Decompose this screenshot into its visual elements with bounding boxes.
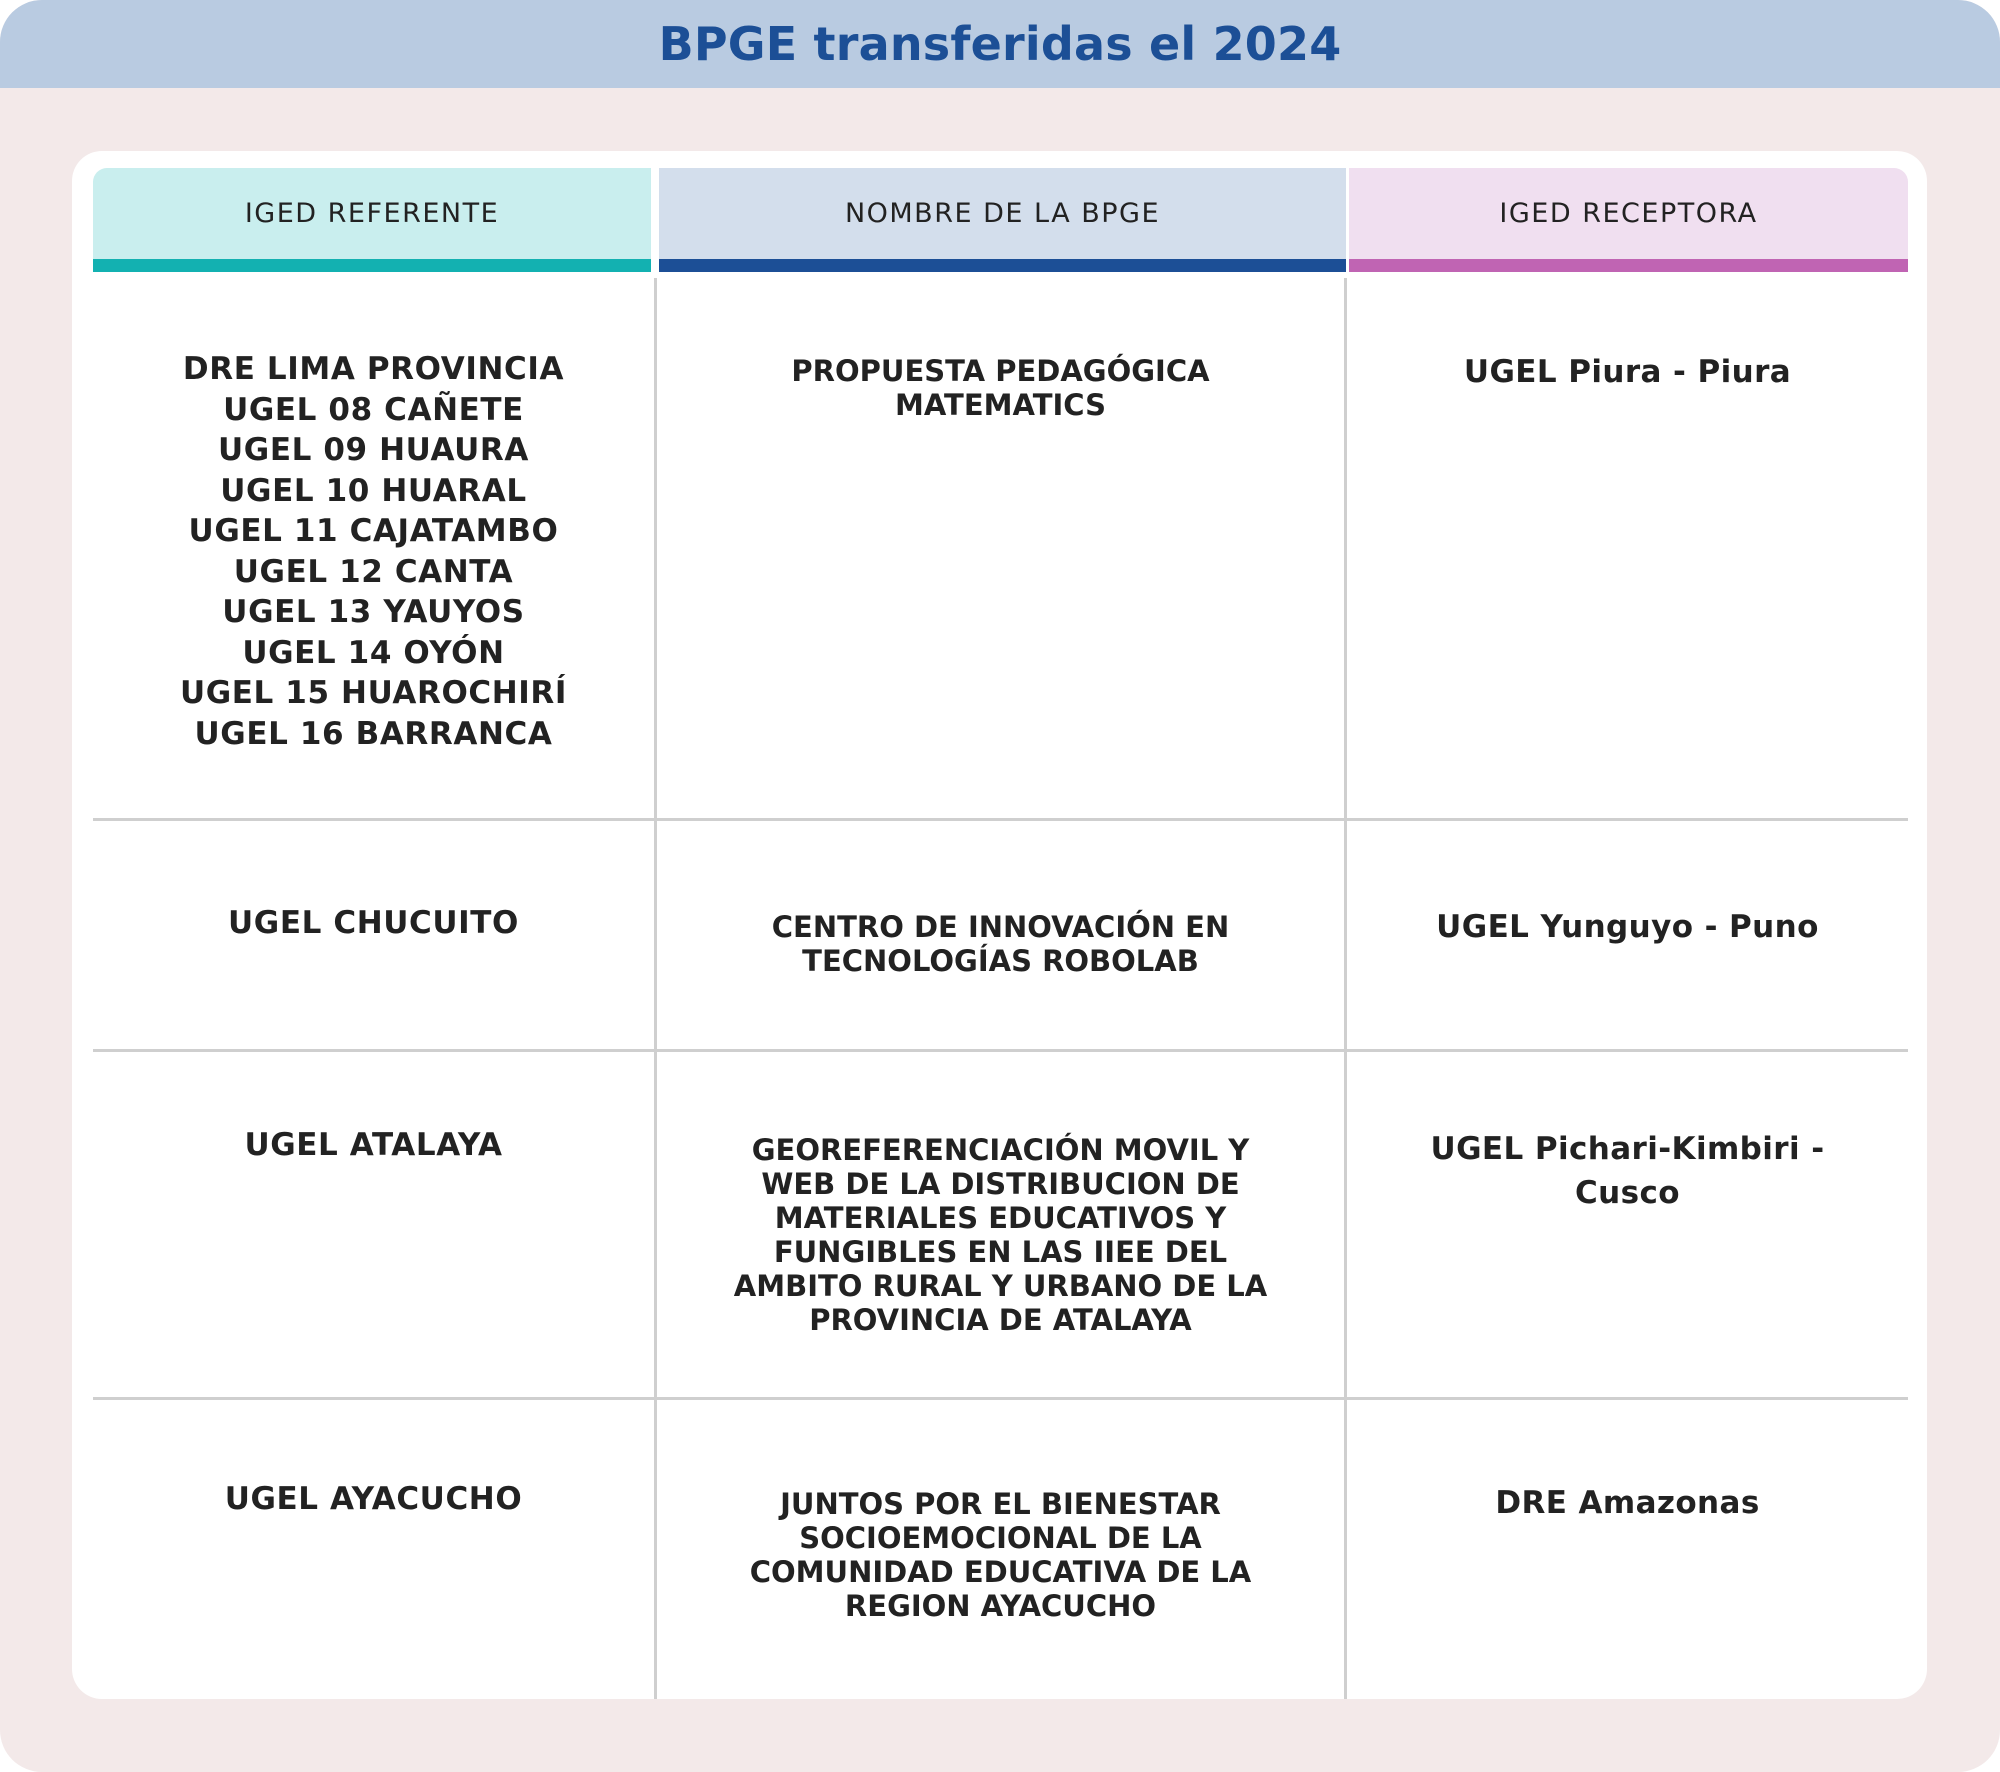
cell-line: DRE LIMA PROVINCIA — [182, 351, 565, 387]
page-title: BPGE transferidas el 2024 — [658, 17, 1342, 71]
cell-line: UGEL 11 CAJATAMBO — [188, 513, 559, 549]
cell-line: SOCIOEMOCIONAL DE LA — [799, 1521, 1202, 1555]
cell-line: CENTRO DE INNOVACIÓN EN — [771, 910, 1230, 944]
cell-line: FUNGIBLES EN LAS IIEE DEL — [773, 1235, 1228, 1269]
cell-line: COMUNIDAD EDUCATIVA DE LA — [749, 1555, 1252, 1589]
cell-line: GEOREFERENCIACIÓN MOVIL Y — [751, 1133, 1250, 1167]
cell-line: TECNOLOGÍAS ROBOLAB — [802, 944, 1199, 978]
cell-referente — [93, 349, 654, 754]
cell-line: JUNTOS POR EL BIENESTAR — [780, 1487, 1221, 1521]
cell-line: UGEL 13 YAUYOS — [222, 594, 525, 630]
cell-line: DRE Amazonas — [1495, 1485, 1760, 1521]
row-divider — [93, 1397, 1908, 1400]
cell-referente — [93, 1479, 654, 1520]
cell-line: UGEL 08 CAÑETE — [223, 391, 524, 428]
cell-line: UGEL Piura - Piura — [1463, 354, 1792, 390]
row-divider — [93, 818, 1908, 821]
cell-line: PROVINCIA DE ATALAYA — [809, 1303, 1192, 1337]
cell-line: UGEL Yunguyo - Puno — [1436, 909, 1819, 945]
cell-line: UGEL AYACUCHO — [224, 1481, 523, 1517]
cell-receptora — [1347, 350, 1908, 394]
cell-line: Cusco — [1575, 1175, 1680, 1211]
cell-line: UGEL 16 BARRANCA — [194, 715, 553, 752]
column-header-iged-receptora: IGED RECEPTORA — [1349, 168, 1908, 272]
table-card — [72, 151, 1927, 1699]
cell-line: UGEL 12 CANTA — [233, 553, 514, 590]
cell-receptora — [1347, 1127, 1908, 1215]
cell-line: AMBITO RURAL Y URBANO DE LA — [733, 1269, 1268, 1303]
row-divider — [93, 1049, 1908, 1052]
column-header-iged-referente: IGED REFERENTE — [93, 168, 651, 272]
cell-nombre — [657, 354, 1344, 422]
cell-line: UGEL 15 HUAROCHIRÍ — [179, 675, 568, 711]
column-header-nombre-bpge: NOMBRE DE LA BPGE — [659, 168, 1346, 272]
cell-line: UGEL 10 HUARAL — [220, 472, 527, 509]
cell-line: UGEL 14 OYÓN — [242, 634, 505, 671]
cell-line: UGEL Pichari-Kimbiri - — [1430, 1131, 1825, 1167]
cell-line: REGION AYACUCHO — [844, 1589, 1157, 1623]
cell-nombre — [657, 1487, 1344, 1623]
cell-line: UGEL ATALAYA — [244, 1127, 503, 1163]
cell-line: WEB DE LA DISTRIBUCION DE — [761, 1167, 1240, 1201]
cell-line: UGEL CHUCUITO — [228, 905, 519, 941]
cell-line: MATEMATICS — [895, 388, 1106, 422]
cell-line: PROPUESTA PEDAGÓGICA — [791, 354, 1210, 388]
cell-receptora — [1347, 905, 1908, 949]
column-divider — [654, 278, 657, 1699]
cell-line: UGEL 09 HUAURA — [218, 432, 529, 468]
cell-referente — [93, 903, 654, 944]
cell-referente — [93, 1125, 654, 1166]
cell-nombre — [657, 1133, 1344, 1337]
cell-receptora — [1347, 1481, 1908, 1525]
cell-nombre — [657, 910, 1344, 978]
cell-line: MATERIALES EDUCATIVOS Y — [774, 1201, 1227, 1235]
title-bar — [0, 0, 2000, 88]
